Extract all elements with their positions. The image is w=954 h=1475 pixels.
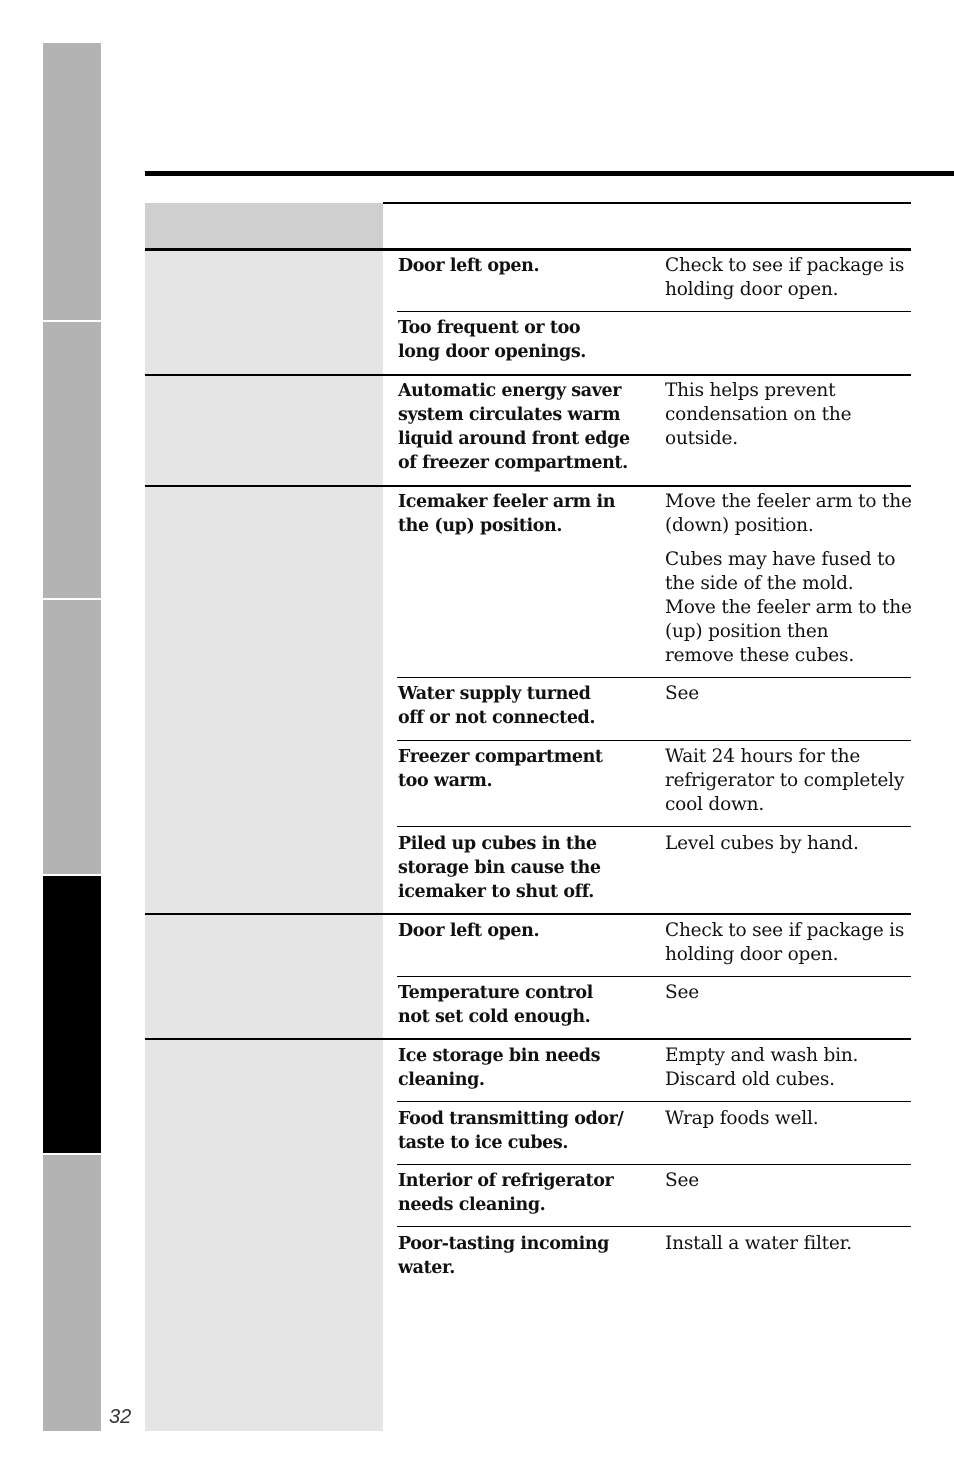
problem-cell-4	[145, 915, 383, 1038]
cause-text: Temperature control not set cold enough.	[398, 983, 593, 1027]
remedy-text: See	[665, 1170, 699, 1191]
problem-cell-3	[145, 487, 383, 913]
group-divider	[145, 1038, 911, 1040]
section-tab-3[interactable]	[43, 600, 101, 874]
row-divider	[397, 1101, 911, 1102]
remedy-text: Level cubes by hand.	[665, 833, 859, 854]
row-divider	[397, 677, 911, 678]
remedy-text: See	[665, 982, 699, 1003]
remedy-text: Wrap foods well.	[665, 1108, 819, 1129]
cause-text: Too frequent or too long door openings.	[398, 318, 586, 362]
problem-cell-2	[145, 376, 383, 485]
cause-text: Interior of refrigerator needs cleaning.	[398, 1171, 614, 1215]
top-rule	[145, 171, 954, 176]
cause-text: Freezer compartment too warm.	[398, 747, 603, 791]
problem-cell-5	[145, 1040, 383, 1431]
cause-text: Piled up cubes in the storage bin cause the icemaker to shut off.	[398, 834, 601, 902]
remedy-text: This helps prevent condensation on the outside.	[665, 380, 852, 449]
section-tab-5[interactable]	[43, 1155, 101, 1431]
remedy-text: Empty and wash bin. Discard old cubes.	[665, 1045, 859, 1090]
section-tab-1[interactable]	[43, 43, 101, 320]
page-number: 32	[109, 1406, 132, 1428]
row-divider	[397, 311, 911, 312]
cause-text: Icemaker feeler arm in the (up) position.	[398, 492, 616, 536]
cause-text: Door left open.	[398, 256, 540, 276]
remedy-text: Cubes may have fused to the side of the mold. Move the feeler arm to the (up) position then remove these cubes.	[665, 549, 912, 666]
cause-text: Food transmitting odor/ taste to ice cubes.	[398, 1109, 624, 1153]
remedy-text: Move the feeler arm to the (down) position.	[665, 491, 912, 536]
cause-text: Poor-tasting incoming water.	[398, 1234, 609, 1278]
cause-text: Ice storage bin needs cleaning.	[398, 1046, 601, 1090]
cause-text: Water supply turned off or not connected.	[398, 684, 596, 728]
section-tab-2[interactable]	[43, 322, 101, 598]
remedy-text: See	[665, 683, 699, 704]
row-divider	[397, 1226, 911, 1227]
cause-text: Automatic energy saver system circulates warm liquid around front edge of freezer compartment.	[398, 381, 630, 473]
row-divider	[397, 1164, 911, 1165]
remedy-text: Check to see if package is holding door open.	[665, 255, 905, 300]
remedy-text: Check to see if package is holding door open.	[665, 920, 905, 965]
table-header-rule	[383, 202, 911, 204]
remedy-text: Install a water filter.	[665, 1233, 852, 1254]
row-divider	[397, 976, 911, 977]
row-divider	[397, 826, 911, 827]
group-divider	[145, 374, 911, 376]
section-tab-active[interactable]	[43, 876, 101, 1153]
group-divider	[145, 913, 911, 915]
group-divider	[145, 485, 911, 487]
problem-cell-1	[145, 251, 383, 374]
remedy-text: Wait 24 hours for the refrigerator to completely cool down.	[665, 746, 905, 815]
cause-text: Door left open.	[398, 921, 540, 941]
row-divider	[397, 740, 911, 741]
table-header-problem	[145, 203, 383, 249]
